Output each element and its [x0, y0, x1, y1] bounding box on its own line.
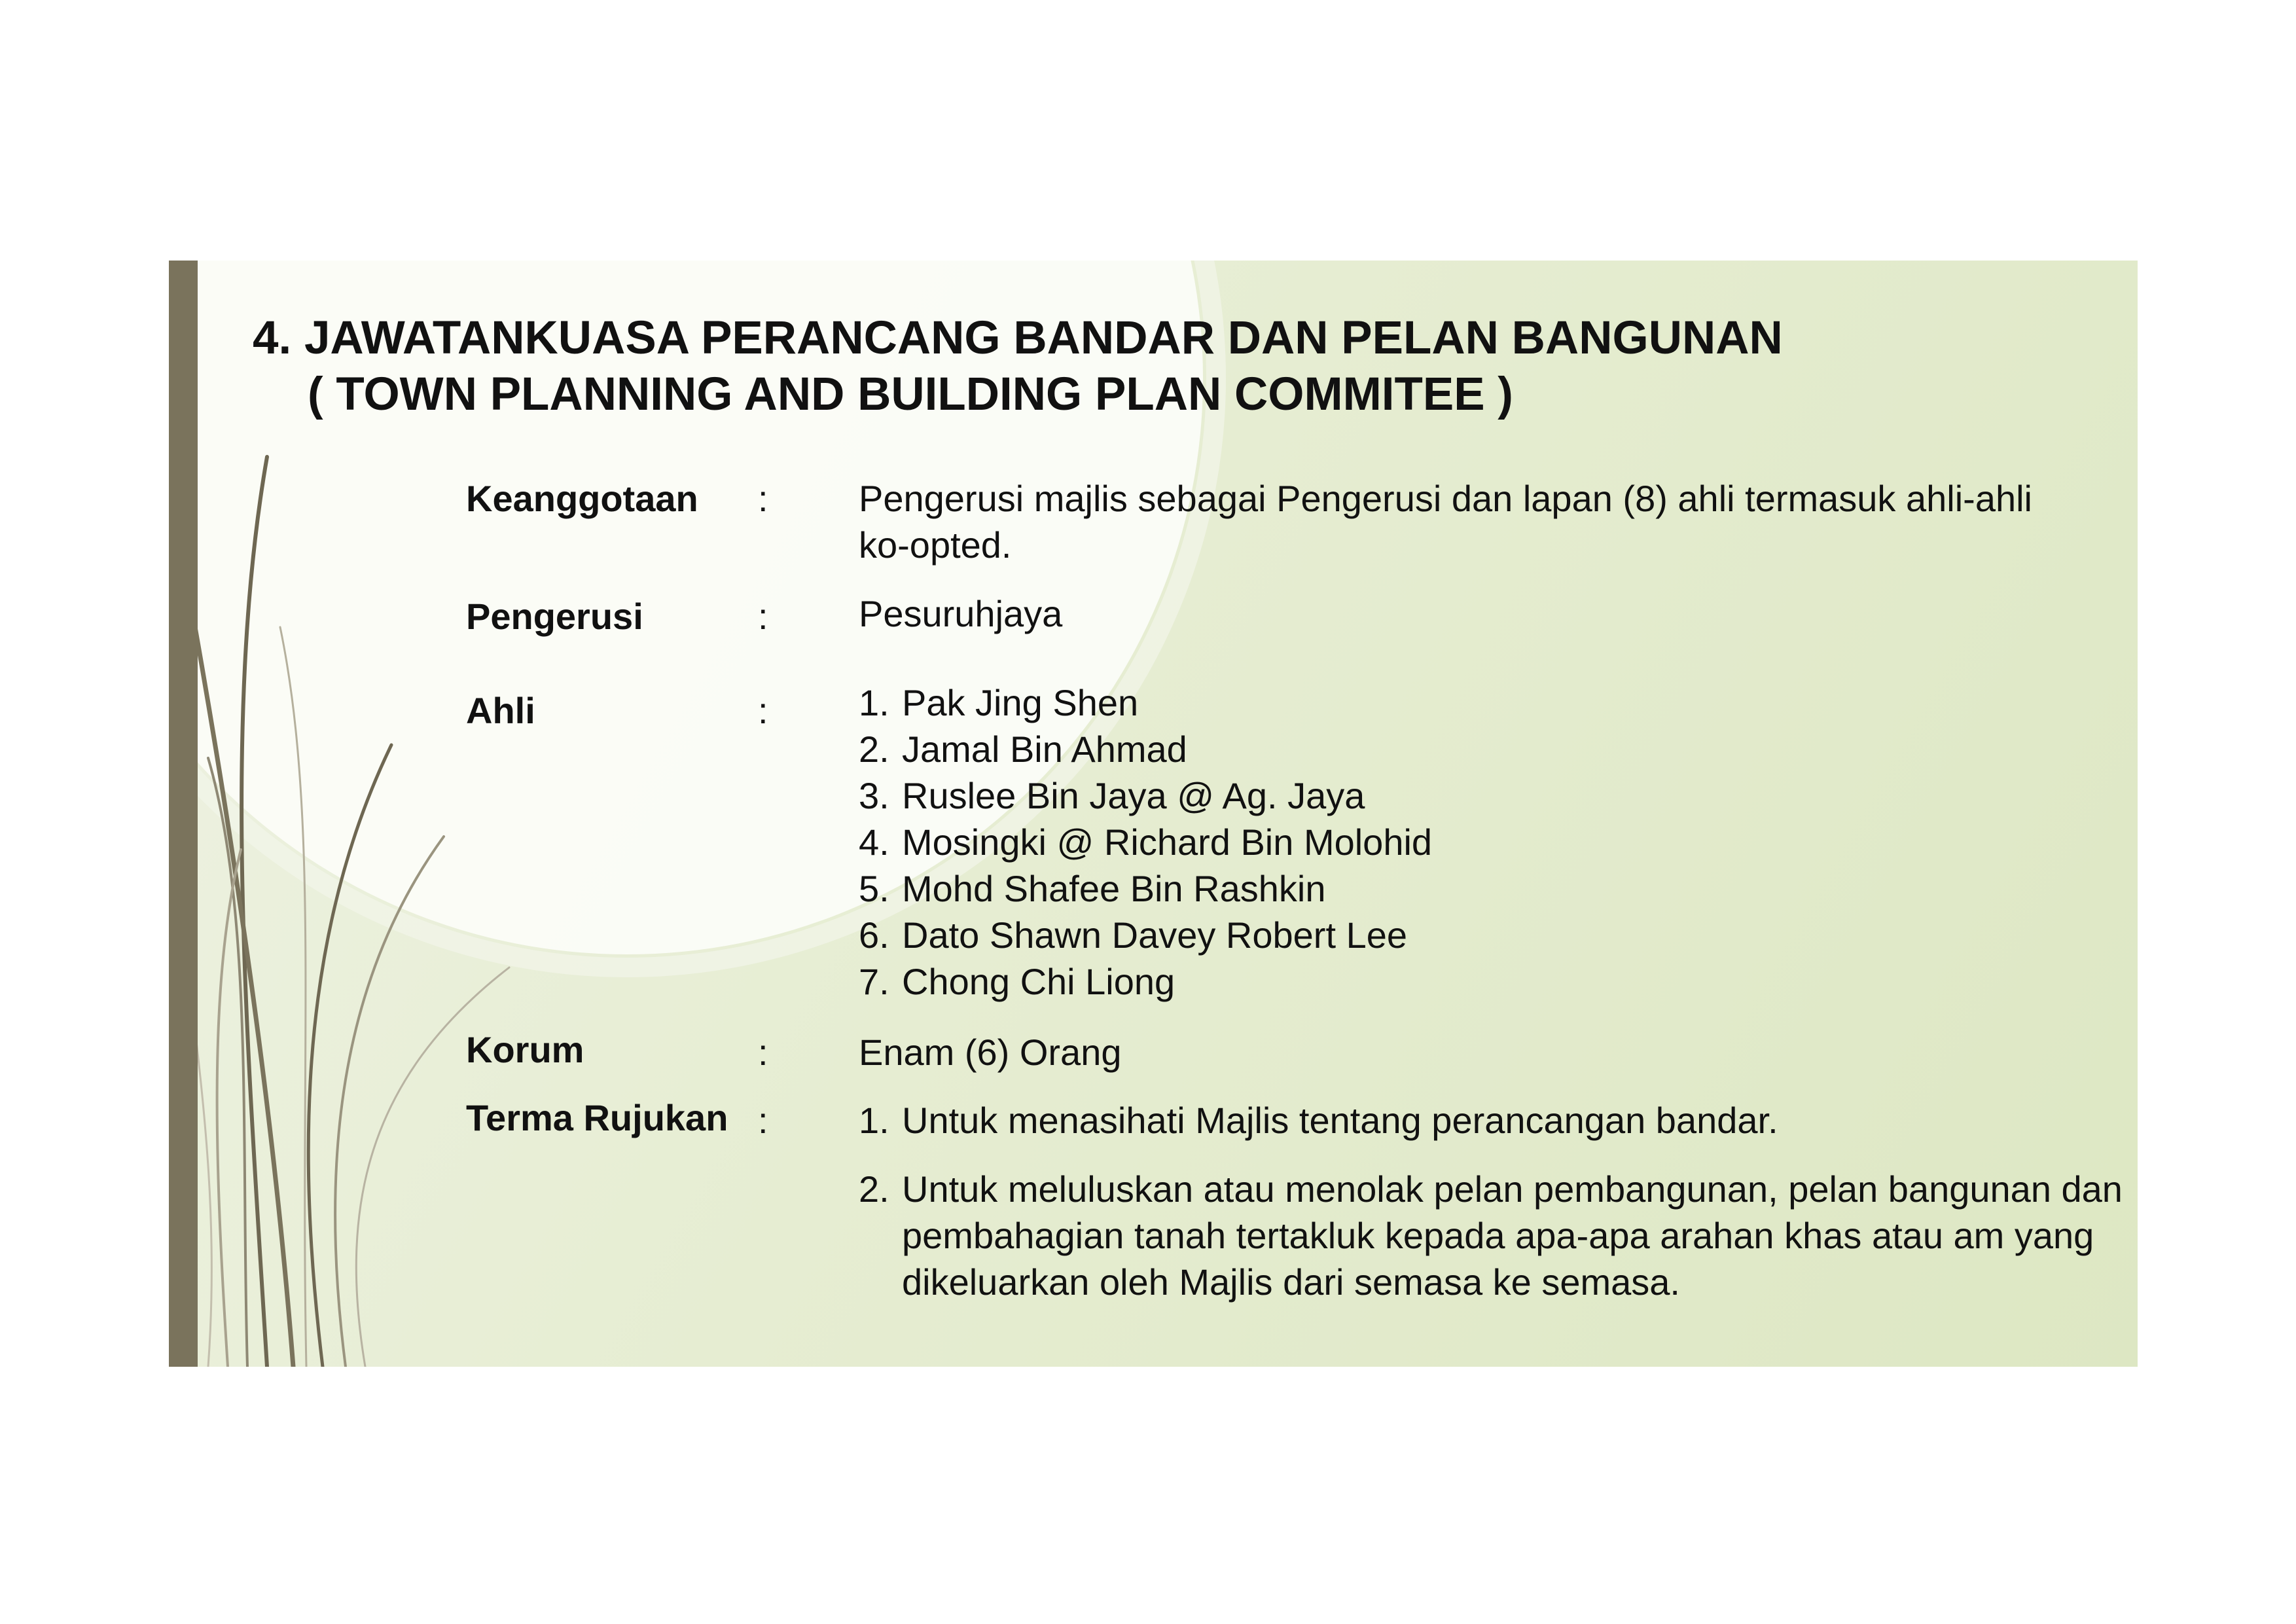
pengerusi-label: Pengerusi	[466, 596, 643, 637]
member-name: Mohd Shafee Bin Rashkin	[902, 868, 1326, 909]
term-text: Untuk menasihati Majlis tentang perancangan bandar.	[902, 1100, 1778, 1141]
ahli-separator: :	[758, 690, 768, 731]
korum-value: Enam (6) Orang	[859, 1032, 1122, 1073]
list-item	[859, 912, 2138, 958]
korum-separator: :	[758, 1032, 768, 1073]
keanggotaan-label: Keanggotaan	[466, 478, 698, 519]
member-name: Ruslee Bin Jaya @ Ag. Jaya	[902, 775, 1365, 816]
list-item-number: 2.	[859, 729, 889, 770]
slide	[169, 261, 2138, 1367]
list-item	[859, 772, 2138, 819]
list-item-number: 1.	[859, 1100, 889, 1141]
ahli-label: Ahli	[466, 690, 535, 731]
list-item-number: 2.	[859, 1168, 889, 1210]
terma-rujukan-label: Terma Rujukan	[466, 1097, 728, 1138]
list-item	[859, 679, 2138, 726]
member-name: Mosingki @ Richard Bin Molohid	[902, 821, 1433, 863]
member-name: Pak Jing Shen	[902, 682, 1139, 723]
list-item	[859, 726, 2138, 772]
list-item	[859, 1097, 2138, 1144]
list-item-number: 5.	[859, 868, 889, 909]
korum-label: Korum	[466, 1029, 584, 1070]
list-item-number: 3.	[859, 775, 889, 816]
keanggotaan-value: Pengerusi majlis sebagai Pengerusi dan lapan (8) ahli termasuk ahli-ahli ko-opted.	[859, 478, 2032, 566]
ahli-member-list	[859, 679, 2138, 1005]
terma-rujukan-list	[859, 1097, 2138, 1305]
title-line-malay: 4. JAWATANKUASA PERANCANG BANDAR DAN PELAN BANGUNAN	[253, 312, 1783, 364]
member-name: Dato Shawn Davey Robert Lee	[902, 914, 1407, 956]
member-name: Chong Chi Liong	[902, 961, 1175, 1002]
list-item-number: 4.	[859, 821, 889, 863]
term-text: Untuk meluluskan atau menolak pelan pembangunan, pelan bangunan dan pembahagian tanah tertakluk kepada apa-apa arahan khas atau am yang dikeluarkan oleh Majlis dari semasa ke semasa.	[902, 1168, 2123, 1303]
list-item-number: 6.	[859, 914, 889, 956]
title-line-english: ( TOWN PLANNING AND BUILDING PLAN COMMITEE )	[308, 369, 1513, 420]
member-name: Jamal Bin Ahmad	[902, 729, 1187, 770]
terma-rujukan-separator: :	[758, 1100, 768, 1141]
list-item-number: 7.	[859, 961, 889, 1002]
list-item	[859, 865, 2138, 912]
list-item	[859, 1166, 2138, 1305]
page-title	[253, 310, 1783, 423]
pengerusi-value: Pesuruhjaya	[859, 593, 1063, 634]
left-accent-bar	[169, 261, 198, 1367]
list-item	[859, 819, 2138, 865]
pengerusi-separator: :	[758, 596, 768, 637]
list-item	[859, 958, 2138, 1005]
list-item-number: 1.	[859, 682, 889, 723]
keanggotaan-separator: :	[758, 478, 768, 519]
